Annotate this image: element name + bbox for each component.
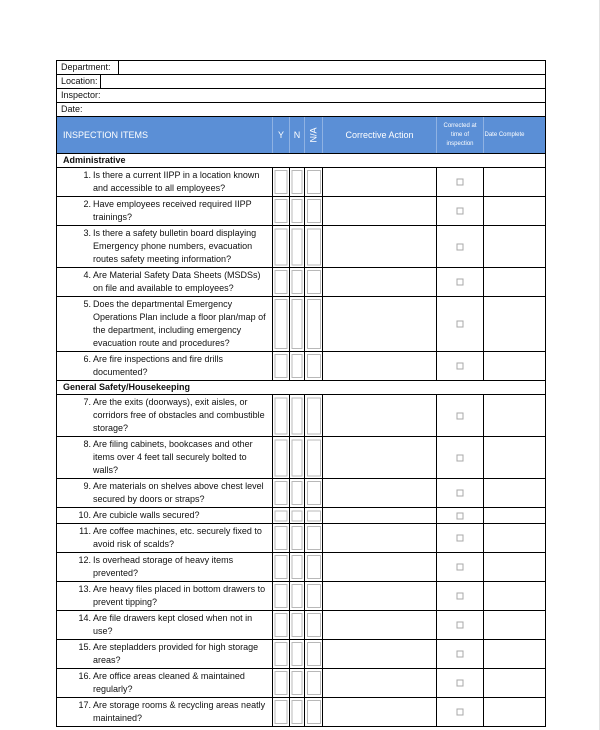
no-checkbox[interactable]	[292, 354, 303, 378]
date-label: Date:	[61, 104, 83, 114]
inspector-field[interactable]	[101, 89, 545, 102]
item-number: 15.	[78, 642, 91, 652]
yes-checkbox[interactable]	[275, 228, 288, 265]
corrective-action-field[interactable]	[323, 297, 437, 351]
yes-cell	[273, 395, 290, 436]
corrected-cell	[437, 698, 484, 726]
item-cell	[57, 640, 273, 668]
table-row	[56, 640, 546, 669]
table-row	[56, 698, 546, 727]
no-cell	[290, 508, 305, 523]
item-cell	[57, 297, 273, 351]
department-label: Department:	[57, 61, 119, 74]
corrective-action-field[interactable]	[323, 698, 437, 726]
department-field[interactable]	[119, 61, 545, 74]
header-na-label: N/A	[308, 127, 319, 143]
yes-cell	[273, 352, 290, 380]
na-checkbox[interactable]	[307, 642, 321, 666]
location-field[interactable]	[101, 75, 545, 88]
item-text: Are heavy files placed in bottom drawers to prevent tipping?	[93, 584, 266, 607]
corrected-checkbox[interactable]	[457, 412, 464, 419]
corrective-action-field[interactable]	[323, 437, 437, 478]
corrected-cell	[437, 437, 484, 478]
no-cell	[290, 640, 305, 668]
corrected-checkbox[interactable]	[457, 535, 464, 542]
date-complete-field[interactable]	[484, 524, 525, 552]
corrective-action-field[interactable]	[323, 268, 437, 296]
section-header: General Safety/Housekeeping	[56, 381, 546, 395]
na-checkbox[interactable]	[307, 354, 321, 378]
corrected-cell	[437, 226, 484, 267]
header-yes: Y	[273, 117, 290, 153]
na-cell	[305, 640, 323, 668]
date-complete-field[interactable]	[484, 297, 525, 351]
yes-checkbox[interactable]	[275, 642, 288, 666]
yes-checkbox[interactable]	[275, 700, 288, 724]
na-cell	[305, 352, 323, 380]
corrective-action-field[interactable]	[323, 669, 437, 697]
inspection-form	[56, 60, 546, 727]
no-cell	[290, 479, 305, 507]
table-body	[56, 154, 546, 727]
header-date-complete: Date Complete	[484, 131, 525, 138]
no-checkbox[interactable]	[292, 228, 303, 265]
na-cell	[305, 611, 323, 639]
na-cell	[305, 395, 323, 436]
no-checkbox[interactable]	[292, 397, 303, 434]
yes-checkbox[interactable]	[275, 613, 288, 637]
inspector-label: Inspector:	[61, 90, 101, 100]
item-text: Are the exits (doorways), exit aisles, or corridors free of obstacles and combustible storage?	[93, 397, 265, 433]
date-complete-field[interactable]	[484, 669, 525, 697]
date-complete-field[interactable]	[484, 698, 525, 726]
corrected-cell	[437, 168, 484, 196]
corrected-checkbox[interactable]	[457, 651, 464, 658]
no-cell	[290, 437, 305, 478]
na-cell	[305, 508, 323, 523]
item-number: 14.	[78, 613, 91, 623]
yes-cell	[273, 437, 290, 478]
yes-cell	[273, 669, 290, 697]
table-row	[56, 553, 546, 582]
yes-cell	[273, 168, 290, 196]
item-text: Are storage rooms & recycling areas neatly maintained?	[93, 700, 266, 723]
item-text: Are materials on shelves above chest level secured by doors or straps?	[93, 481, 264, 504]
na-checkbox[interactable]	[307, 613, 321, 637]
corrected-cell	[437, 582, 484, 610]
table-row	[56, 437, 546, 479]
corrective-action-field[interactable]	[323, 640, 437, 668]
no-cell	[290, 226, 305, 267]
item-text: Are cubicle walls secured?	[93, 510, 200, 520]
date-complete-field[interactable]	[484, 553, 525, 581]
yes-checkbox[interactable]	[275, 526, 288, 550]
corrected-cell	[437, 197, 484, 225]
no-checkbox[interactable]	[292, 700, 303, 724]
item-number: 1.	[83, 170, 91, 180]
na-cell	[305, 553, 323, 581]
location-label: Location:	[57, 75, 101, 88]
item-cell	[57, 479, 273, 507]
corrective-action-field[interactable]	[323, 479, 437, 507]
date-complete-field[interactable]	[484, 582, 525, 610]
no-cell	[290, 268, 305, 296]
yes-checkbox[interactable]	[275, 555, 288, 579]
no-checkbox[interactable]	[292, 170, 303, 194]
corrective-action-field[interactable]	[323, 168, 437, 196]
no-cell	[290, 297, 305, 351]
na-checkbox[interactable]	[307, 170, 321, 194]
item-number: 8.	[83, 439, 91, 449]
corrected-cell	[437, 395, 484, 436]
yes-checkbox[interactable]	[275, 481, 288, 505]
table-row	[56, 524, 546, 553]
corrected-checkbox[interactable]	[457, 179, 464, 186]
no-checkbox[interactable]	[292, 299, 303, 349]
no-cell	[290, 395, 305, 436]
date-field[interactable]	[83, 103, 545, 116]
table-row	[56, 395, 546, 437]
na-checkbox[interactable]	[307, 199, 321, 223]
date-complete-field[interactable]	[484, 352, 525, 380]
yes-checkbox[interactable]	[275, 170, 288, 194]
item-cell	[57, 611, 273, 639]
item-cell	[57, 226, 273, 267]
section-header: Administrative	[56, 154, 546, 168]
item-text: Are Material Safety Data Sheets (MSDSs) on file and available to employees?	[93, 270, 261, 293]
corrected-checkbox[interactable]	[457, 208, 464, 215]
table-row	[56, 479, 546, 508]
na-checkbox[interactable]	[307, 510, 321, 521]
na-cell	[305, 168, 323, 196]
na-cell	[305, 197, 323, 225]
no-checkbox[interactable]	[292, 642, 303, 666]
item-cell	[57, 197, 273, 225]
corrected-checkbox[interactable]	[457, 243, 464, 250]
na-checkbox[interactable]	[307, 700, 321, 724]
corrective-action-field[interactable]	[323, 197, 437, 225]
item-text: Is there a safety bulletin board displaying Emergency phone numbers, evacuation routes safety meeting information?	[93, 228, 257, 264]
item-cell	[57, 268, 273, 296]
yes-checkbox[interactable]	[275, 397, 288, 434]
corrected-cell	[437, 268, 484, 296]
corrected-checkbox[interactable]	[457, 279, 464, 286]
corrected-checkbox[interactable]	[457, 564, 464, 571]
no-checkbox[interactable]	[292, 481, 303, 505]
table-row	[56, 611, 546, 640]
no-checkbox[interactable]	[292, 510, 303, 521]
header-corrected: Corrected at time of inspection	[437, 117, 484, 153]
item-cell	[57, 395, 273, 436]
yes-checkbox[interactable]	[275, 671, 288, 695]
na-checkbox[interactable]	[307, 439, 321, 476]
no-checkbox[interactable]	[292, 439, 303, 476]
no-checkbox[interactable]	[292, 613, 303, 637]
corrected-checkbox[interactable]	[457, 593, 464, 600]
no-cell	[290, 553, 305, 581]
yes-checkbox[interactable]	[275, 439, 288, 476]
date-complete-field[interactable]	[484, 168, 525, 196]
yes-cell	[273, 553, 290, 581]
na-cell	[305, 669, 323, 697]
corrective-action-field[interactable]	[323, 352, 437, 380]
table-header	[56, 117, 546, 154]
corrected-cell	[437, 352, 484, 380]
corrective-action-field[interactable]	[323, 553, 437, 581]
table-row	[56, 226, 546, 268]
na-checkbox[interactable]	[307, 228, 321, 265]
item-cell	[57, 553, 273, 581]
item-text: Are file drawers kept closed when not in use?	[93, 613, 253, 636]
table-row	[56, 669, 546, 698]
item-number: 2.	[83, 199, 91, 209]
no-cell	[290, 352, 305, 380]
item-cell	[57, 352, 273, 380]
no-checkbox[interactable]	[292, 671, 303, 695]
table-row	[56, 508, 546, 524]
no-cell	[290, 582, 305, 610]
item-text: Are fire inspections and fire drills documented?	[93, 354, 224, 377]
item-number: 10.	[78, 510, 91, 520]
no-checkbox[interactable]	[292, 526, 303, 550]
yes-cell	[273, 582, 290, 610]
corrective-action-field[interactable]	[323, 395, 437, 436]
item-number: 3.	[83, 228, 91, 238]
yes-checkbox[interactable]	[275, 510, 288, 521]
na-cell	[305, 698, 323, 726]
item-text: Is overhead storage of heavy items prevented?	[93, 555, 234, 578]
yes-checkbox[interactable]	[275, 584, 288, 608]
date-row	[56, 103, 546, 117]
item-number: 13.	[78, 584, 91, 594]
yes-cell	[273, 508, 290, 523]
header-inspection-items: INSPECTION ITEMS	[57, 117, 273, 153]
corrected-checkbox[interactable]	[457, 321, 464, 328]
na-cell	[305, 437, 323, 478]
na-checkbox[interactable]	[307, 397, 321, 434]
item-cell	[57, 437, 273, 478]
corrected-cell	[437, 524, 484, 552]
item-number: 9.	[83, 481, 91, 491]
department-row	[56, 60, 546, 75]
item-text: Have employees received required IIPP trainings?	[93, 199, 252, 222]
item-cell	[57, 524, 273, 552]
na-checkbox[interactable]	[307, 299, 321, 349]
na-cell	[305, 297, 323, 351]
yes-cell	[273, 640, 290, 668]
corrected-cell	[437, 640, 484, 668]
item-number: 6.	[83, 354, 91, 364]
item-text: Does the departmental Emergency Operations Plan include a floor plan/map of the department, including emergency evacuation route and procedures?	[93, 299, 266, 348]
no-cell	[290, 524, 305, 552]
location-row	[56, 75, 546, 89]
na-checkbox[interactable]	[307, 270, 321, 294]
yes-checkbox[interactable]	[275, 299, 288, 349]
item-cell	[57, 669, 273, 697]
corrected-cell	[437, 508, 484, 523]
yes-checkbox[interactable]	[275, 270, 288, 294]
yes-cell	[273, 297, 290, 351]
na-cell	[305, 226, 323, 267]
na-cell	[305, 524, 323, 552]
header-no: N	[290, 117, 305, 153]
corrected-checkbox[interactable]	[457, 709, 464, 716]
corrected-cell	[437, 553, 484, 581]
na-checkbox[interactable]	[307, 671, 321, 695]
corrective-action-field[interactable]	[323, 226, 437, 267]
yes-cell	[273, 226, 290, 267]
yes-cell	[273, 611, 290, 639]
table-row	[56, 582, 546, 611]
na-cell	[305, 582, 323, 610]
item-cell	[57, 698, 273, 726]
item-number: 12.	[78, 555, 91, 565]
item-cell	[57, 582, 273, 610]
item-number: 4.	[83, 270, 91, 280]
date-complete-field[interactable]	[484, 437, 525, 478]
no-checkbox[interactable]	[292, 270, 303, 294]
date-complete-field[interactable]	[484, 226, 525, 267]
no-cell	[290, 611, 305, 639]
na-cell	[305, 268, 323, 296]
item-text: Are stepladders provided for high storage areas?	[93, 642, 259, 665]
item-text: Are coffee machines, etc. securely fixed to avoid risk of scalds?	[93, 526, 262, 549]
no-checkbox[interactable]	[292, 199, 303, 223]
yes-checkbox[interactable]	[275, 199, 288, 223]
item-text: Are office areas cleaned & maintained regularly?	[93, 671, 245, 694]
item-text: Are filing cabinets, bookcases and other items over 4 feet tall securely bolted to walls?	[93, 439, 253, 475]
item-number: 5.	[83, 299, 91, 309]
table-row	[56, 297, 546, 352]
item-text: Is there a current IIPP in a location known and accessible to all employees?	[93, 170, 260, 193]
yes-checkbox[interactable]	[275, 354, 288, 378]
no-checkbox[interactable]	[292, 555, 303, 579]
date-complete-field[interactable]	[484, 611, 525, 639]
corrected-checkbox[interactable]	[457, 512, 464, 519]
no-checkbox[interactable]	[292, 584, 303, 608]
na-checkbox[interactable]	[307, 555, 321, 579]
date-complete-field[interactable]	[484, 268, 525, 296]
item-number: 17.	[78, 700, 91, 710]
table-row	[56, 197, 546, 226]
item-number: 7.	[83, 397, 91, 407]
corrected-cell	[437, 297, 484, 351]
na-cell	[305, 479, 323, 507]
na-checkbox[interactable]	[307, 481, 321, 505]
corrective-action-field[interactable]	[323, 611, 437, 639]
no-cell	[290, 698, 305, 726]
na-checkbox[interactable]	[307, 526, 321, 550]
table-row	[56, 268, 546, 297]
yes-cell	[273, 698, 290, 726]
inspector-row	[56, 89, 546, 103]
date-complete-field[interactable]	[484, 479, 525, 507]
table-row	[56, 168, 546, 197]
corrected-cell	[437, 611, 484, 639]
corrected-checkbox[interactable]	[457, 454, 464, 461]
corrective-action-field[interactable]	[323, 582, 437, 610]
date-complete-field[interactable]	[484, 640, 525, 668]
corrected-checkbox[interactable]	[457, 490, 464, 497]
date-complete-field[interactable]	[484, 197, 525, 225]
yes-cell	[273, 197, 290, 225]
yes-cell	[273, 268, 290, 296]
no-cell	[290, 197, 305, 225]
no-cell	[290, 168, 305, 196]
corrected-cell	[437, 669, 484, 697]
date-complete-field[interactable]	[484, 508, 525, 523]
corrective-action-field[interactable]	[323, 508, 437, 523]
no-cell	[290, 669, 305, 697]
header-corrective-action: Corrective Action	[323, 117, 437, 153]
header-not-applicable	[305, 117, 323, 153]
item-number: 11.	[79, 526, 91, 536]
na-checkbox[interactable]	[307, 584, 321, 608]
item-cell	[57, 508, 273, 523]
corrected-checkbox[interactable]	[457, 363, 464, 370]
item-number: 16.	[78, 671, 91, 681]
yes-cell	[273, 479, 290, 507]
yes-cell	[273, 524, 290, 552]
item-cell	[57, 168, 273, 196]
corrected-checkbox[interactable]	[457, 622, 464, 629]
corrected-checkbox[interactable]	[457, 680, 464, 687]
corrected-cell	[437, 479, 484, 507]
date-complete-field[interactable]	[484, 395, 525, 436]
corrective-action-field[interactable]	[323, 524, 437, 552]
table-row	[56, 352, 546, 381]
